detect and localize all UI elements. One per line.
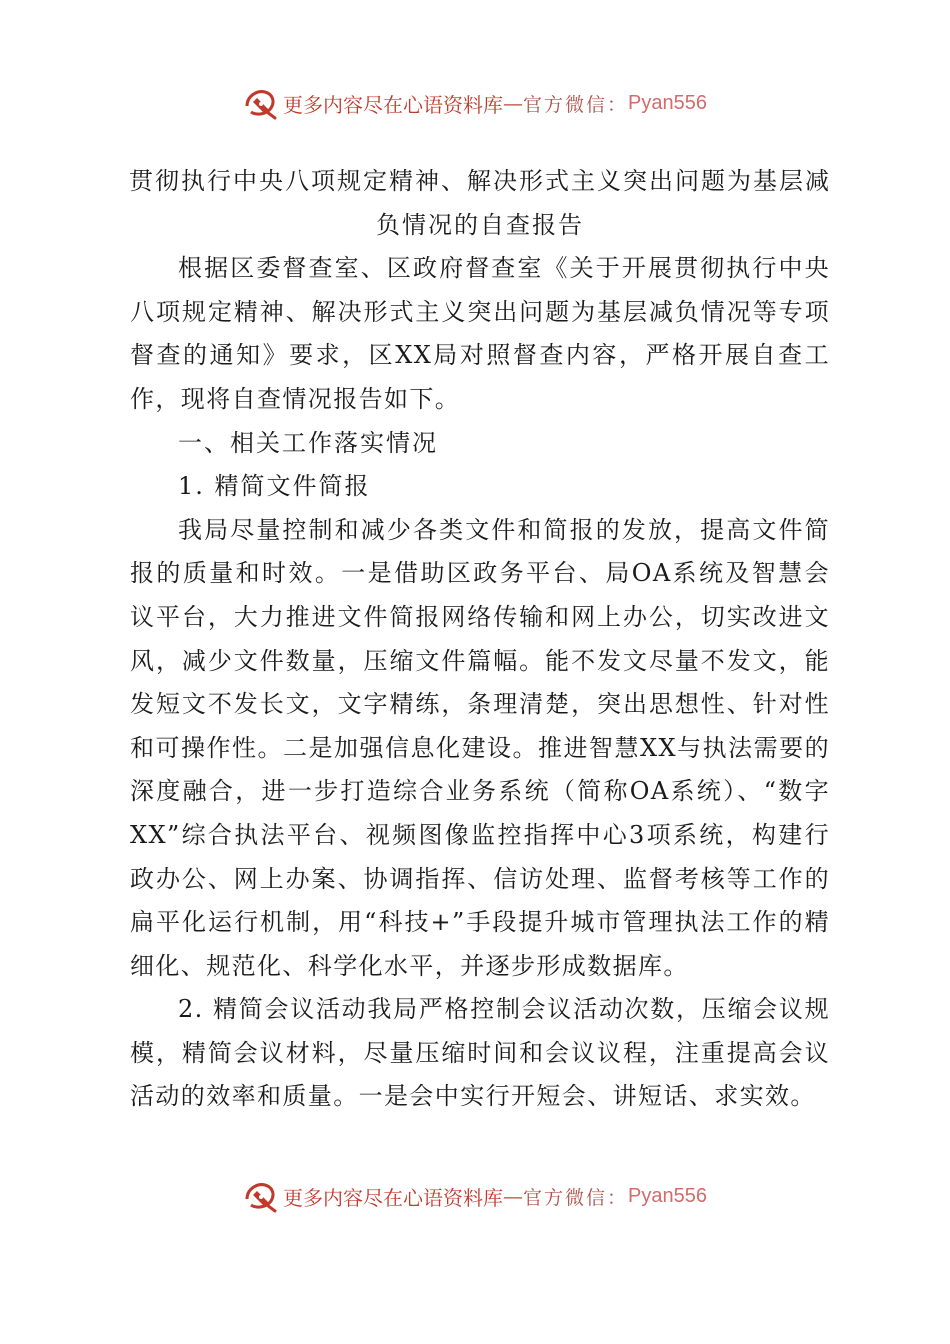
header-banner (0, 83, 950, 123)
banner-main-text: 更多内容尽在心语资料库 (283, 92, 503, 117)
banner-wechat-label: 官方微信： (523, 93, 629, 116)
pen-nib-logo-icon (243, 1179, 279, 1213)
intro-paragraph: 根据区委督查室、区政府督查室《关于开展贯彻执行中央八项规定精神、解决形式主义突出问题为基层减负情况等专项督查的通知》要求，区XX局对照督查内容，严格开展自查工作，现将自查情况报告如下。 (130, 254, 830, 413)
pen-nib-logo-icon (243, 86, 279, 120)
document-title: 贯彻执行中央八项规定精神、解决形式主义突出问题为基层减负情况的自查报告 (129, 167, 831, 239)
banner-wechat-id: Pyan556 (628, 91, 707, 114)
subsection-2-body: 2. 精简会议活动我局严格控制会议活动次数，压缩会议规模，精简会议材料，尽量压缩时间和会议议程，注重提高会议活动的效率和质量。一是会中实行开短会、讲短话、求实效。 (130, 995, 830, 1111)
document-body (130, 160, 830, 1119)
subsection-1-heading: 1. 精简文件简报 (178, 472, 371, 501)
banner-wechat-id: Pyan556 (628, 1184, 707, 1207)
subsection-1-body: 我局尽量控制和减少各类文件和简报的发放，提高文件简报的质量和时效。一是借助区政务平台、局OA系统及智慧会议平台，大力推进文件简报网络传输和网上办公，切实改进文风，减少文件数量，压缩文件篇幅。能不发文尽量不发文，能发短文不发长文，文字精练，条理清楚，突出思想性、针对性和可操作性。二是加强信息化建设。推进智慧XX与执法需要的深度融合，进一步打造综合业务系统（简称OA系统）、“数字XX”综合执法平台、视频图像监控指挥中心3项系统，构建行政办公、网上办案、协调指挥、信访处理、监督考核等工作的扁平化运行机制，用“科技+”手段提升城市管理执法工作的精细化、规范化、科学化水平，并逐步形成数据库。 (130, 515, 830, 980)
banner-dash: — (503, 1184, 523, 1208)
banner-wechat-label: 官方微信： (523, 1186, 629, 1209)
section-1-heading: 一、相关工作落实情况 (178, 428, 438, 457)
footer-banner (0, 1176, 950, 1216)
banner-dash: — (503, 91, 523, 115)
banner-main-text: 更多内容尽在心语资料库 (283, 1185, 503, 1210)
